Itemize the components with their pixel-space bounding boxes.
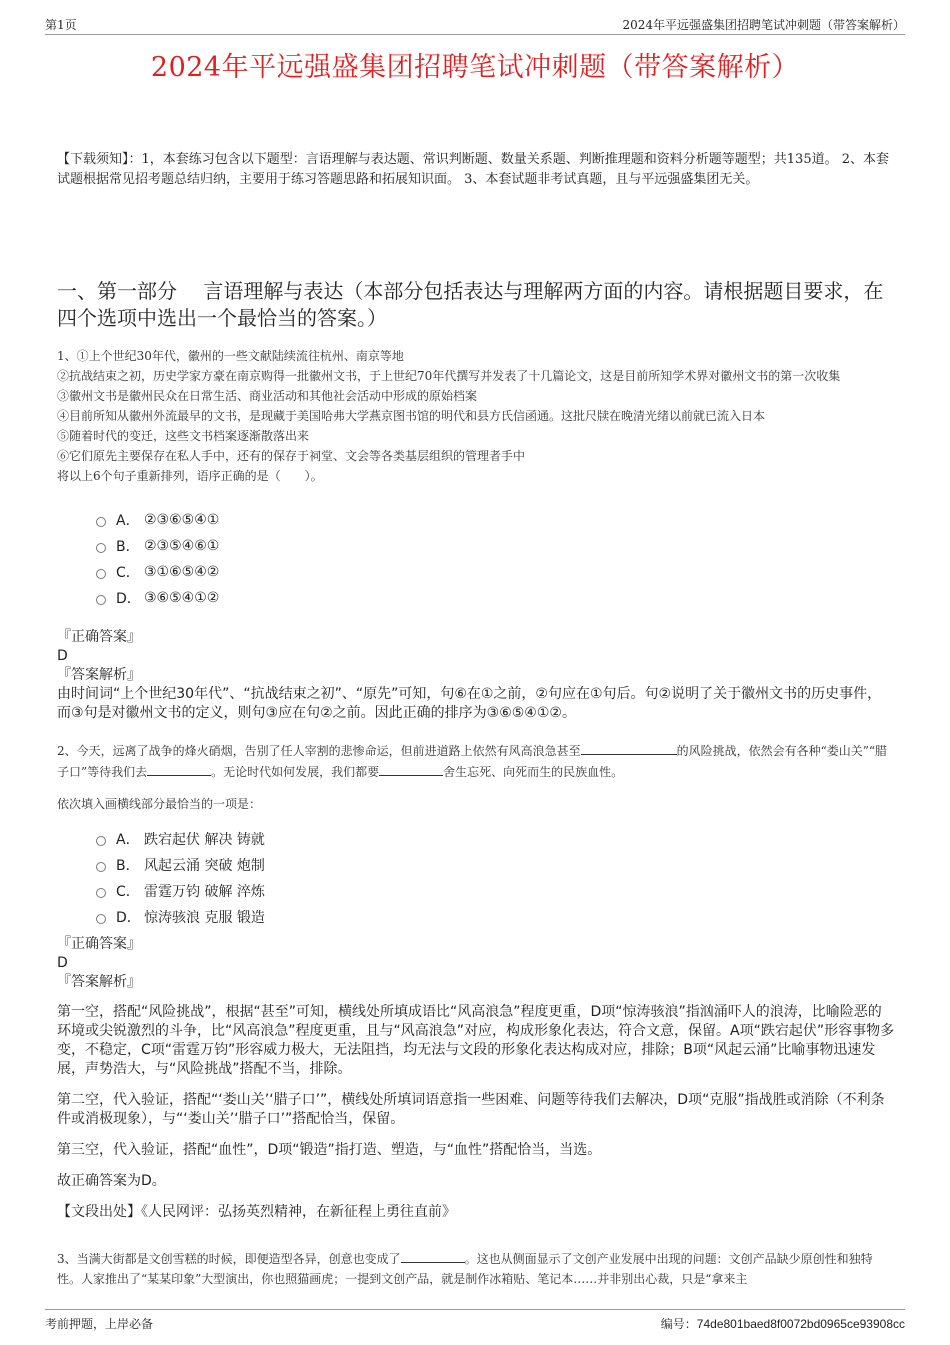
analysis-text: 由时间词“上个世纪30年代”、“抗战结束之初”、“原先”可知，句⑥在①之前，②句应在①句后。句②说明了关于徽州文书的历史事件，而③句是对徽州文书的定义，则句③应在句②之前。因此正确的排序为③⑥⑤④①②。 <box>57 686 882 721</box>
header-doc-title: 2024年平远强盛集团招聘笔试冲刺题（带答案解析） <box>622 17 905 32</box>
q2-prompt: 依次填入画横线部分最恰当的一项是： <box>57 797 262 811</box>
analysis-paragraph: 第二空，代入验证，搭配“‘娄山关’‘腊子口’”，横线处所填词语意指一些困难、问题等待我们去解决，D项“克服”指战胜或消除（不利条件或消极现象），与“‘娄山关’‘腊子口’”搭配恰当，保留。 <box>57 1092 885 1127</box>
q2-options <box>96 826 265 930</box>
answer-label: 『正确答案』 <box>57 629 141 645</box>
q1-option-c[interactable]: C． ③①⑥⑤④② <box>96 559 219 585</box>
q1-line: ⑤随着时代的变迁，这些文书档案逐渐散落出来 <box>57 429 310 443</box>
download-notice: 【下载须知】：1，本套练习包含以下题型：言语理解与表达题、常识判断题、数量关系题、判断推理题和资料分析题等题型；共135道。 2、本套试题根据常见招考题总结归纳，主要用于练习答题思路和拓展知识面。 3、本套试题非考试真题，且与平远强盛集团无关。 <box>57 152 889 187</box>
q1-line: ⑥它们原先主要保存在私人手中，还有的保存于祠堂、文会等各类基层组织的管理者手中 <box>57 449 526 463</box>
q1-line: 1、①上个世纪30年代，徽州的一些文献陆续流往杭州、南京等地 <box>57 349 404 363</box>
q1-option-d[interactable]: D． ③⑥⑤④①② <box>96 585 219 611</box>
q1-options <box>96 507 219 611</box>
section-heading: 一、第一部分 言语理解与表达（本部分包括表达与理解两方面的内容。请根据题目要求，在四个选项中选出一个最恰当的答案。） <box>57 279 884 330</box>
answer-value: D <box>57 648 68 664</box>
analysis-paragraph: 故正确答案为D。 <box>57 1173 166 1189</box>
page-footer <box>45 1309 905 1332</box>
fill-blank[interactable] <box>147 761 211 776</box>
radio-icon[interactable] <box>96 569 106 579</box>
q2-answer-block <box>57 935 895 1222</box>
radio-icon[interactable] <box>96 862 106 872</box>
q1-line: ③徽州文书是徽州民众在日常生活、商业活动和其他社会活动中形成的原始档案 <box>57 389 478 403</box>
fill-blank[interactable] <box>379 761 443 776</box>
radio-icon[interactable] <box>96 517 106 527</box>
q1-line: 将以上6个句子重新排列，语序正确的是（ ）。 <box>57 469 323 483</box>
question-2: 2、今天，远离了战争的烽火硝烟，告别了任人宰割的悲惨命运，但前进道路上依然有风高浪急甚至 的风险挑战，依然会有各种“娄山关”“腊子口”等待我们去 。无论时代如何发展，我们都要 舍生忘死、向死而生的民族血性。 依次填入画横线部分最恰当的一项是： <box>57 740 895 814</box>
q2-option-b[interactable]: B． 风起云涌 突破 炮制 <box>96 852 265 878</box>
analysis-paragraph: 第一空，搭配“风险挑战”，根据“甚至”可知，横线处所填成语比“风高浪急”程度更重，D项“惊涛骇浪”指汹涌吓人的浪涛，比喻险恶的环境或尖锐激烈的斗争，比“风高浪急”程度更重，且与“风高浪急”对应，构成形象化表达，符合文意，保留。A项“跌宕起伏”形容事物多变，不稳定，C项“雷霆万钧”形容威力极大，无法阻挡，均无法与文段的形象化表达构成对应，排除；B项“风起云涌”比喻事物迅速发展，声势浩大，与“风险挑战”搭配不当，排除。 <box>57 1004 895 1077</box>
q1-line: ④目前所知从徽州外流最早的文书，是现藏于美国哈弗大学燕京图书馆的明代和县方氏信函通。这批尺牍在晚清光绪以前就已流入日本 <box>57 409 766 423</box>
radio-icon[interactable] <box>96 595 106 605</box>
analysis-label: 『答案解析』 <box>57 974 141 990</box>
footer-slogan: 考前押题，上岸必备 <box>45 1317 154 1331</box>
analysis-label: 『答案解析』 <box>57 667 141 683</box>
radio-icon[interactable] <box>96 888 106 898</box>
analysis-paragraph: 第三空，代入验证，搭配“血性”，D项“锻造”指打造、塑造，与“血性”搭配恰当，当选。 <box>57 1142 602 1158</box>
fill-blank[interactable] <box>581 740 677 755</box>
q1-line: ②抗战结束之初，历史学家方豪在南京购得一批徽州文书，于上世纪70年代撰写并发表了十几篇论文，这是目前所知学术界对徽州文书的第一次收集 <box>57 369 841 383</box>
q1-option-b[interactable]: B． ②③⑤④⑥① <box>96 533 219 559</box>
q2-option-d[interactable]: D． 惊涛骇浪 克服 锻造 <box>96 904 265 930</box>
q2-option-a[interactable]: A． 跌宕起伏 解决 铸就 <box>96 826 265 852</box>
source-note: 【文段出处】《人民网评：弘扬英烈精神，在新征程上勇往直前》 <box>57 1204 456 1220</box>
q1-answer-block <box>57 628 895 723</box>
page-title: 2024年平远强盛集团招聘笔试冲刺题（带答案解析） <box>150 52 800 83</box>
footer-code: 编号：74de801baed8f0072bd0965ce93908cc <box>660 1317 905 1331</box>
page-number: 第1页 <box>45 17 77 32</box>
fill-blank[interactable] <box>401 1248 465 1263</box>
question-3: 3、当满大街都是文创雪糕的时候，即便造型各异，创意也变成了 。这也从侧面显示了文创产业发展中出现的问题：文创产品缺少原创性和独特性。人家推出了“某某印象”大型演出，你也照猫画虎；一提到文创产品，就是制作冰箱贴、笔记本……并非别出心裁，只是“拿来主 <box>57 1248 895 1289</box>
radio-icon[interactable] <box>96 836 106 846</box>
radio-icon[interactable] <box>96 914 106 924</box>
answer-label: 『正确答案』 <box>57 936 141 952</box>
q2-option-c[interactable]: C． 雷霆万钧 破解 淬炼 <box>96 878 265 904</box>
page-header <box>45 14 905 35</box>
answer-value: D <box>57 955 68 971</box>
question-1 <box>57 346 895 486</box>
q1-option-a[interactable]: A． ②③⑥⑤④① <box>96 507 219 533</box>
radio-icon[interactable] <box>96 543 106 553</box>
